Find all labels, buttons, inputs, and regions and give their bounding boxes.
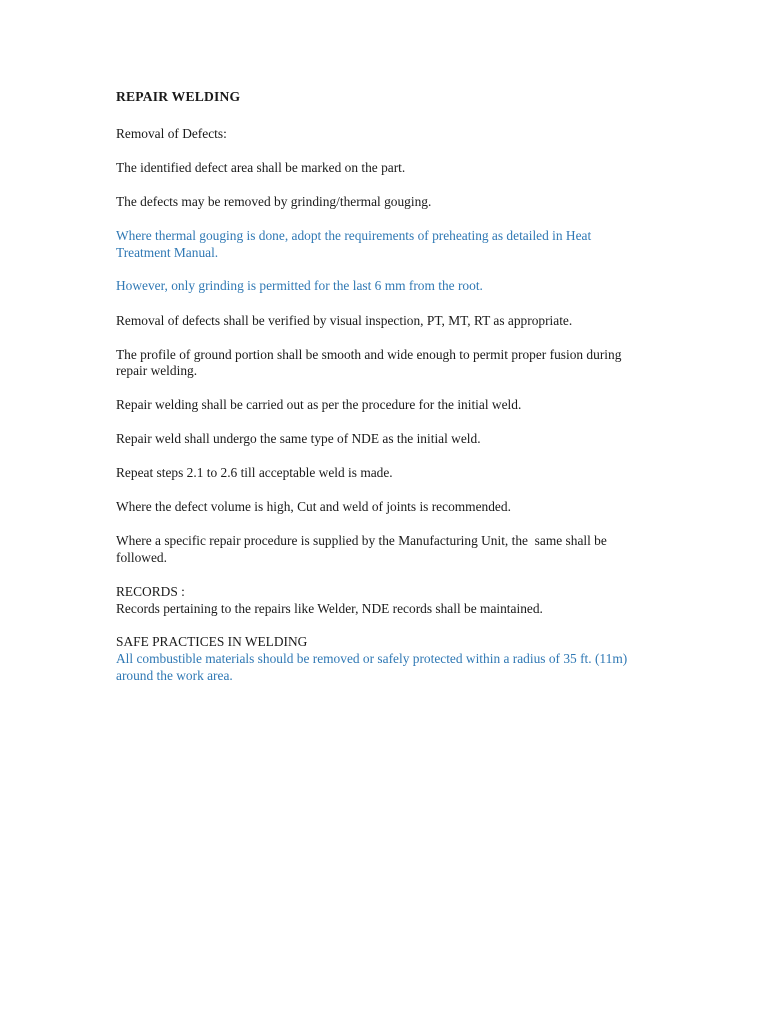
paragraph-profile-line-2: repair welding. [116,363,198,378]
paragraph-removal-of-defects: Removal of Defects: [116,126,227,141]
records-heading: RECORDS : [116,584,185,599]
paragraph-specific-procedure-line-2: followed. [116,550,167,565]
paragraph-nde: Repair weld shall undergo the same type of NDE as the initial weld. [116,431,481,446]
paragraph-verification: Removal of defects shall be verified by visual inspection, PT, MT, RT as appropriate. [116,313,573,328]
safe-practices-text-line-2: around the work area. [116,668,233,683]
page-title: REPAIR WELDING [116,89,241,104]
paragraph-specific-procedure-line-1: Where a specific repair procedure is supplied by the Manufacturing Unit, the same shall be [116,533,607,548]
paragraph-thermal-gouging-line-1: Where thermal gouging is done, adopt the requirements of preheating as detailed in Heat [116,228,592,243]
records-text: Records pertaining to the repairs like Welder, NDE records shall be maintained. [116,601,543,616]
paragraph-grinding: The defects may be removed by grinding/thermal gouging. [116,194,432,209]
paragraph-profile-line-1: The profile of ground portion shall be smooth and wide enough to permit proper fusion during [116,347,622,362]
paragraph-procedure: Repair welding shall be carried out as per the procedure for the initial weld. [116,397,522,412]
safe-practices-text-line-1: All combustible materials should be removed or safely protected within a radius of 35 ft. (11m) [116,651,628,666]
paragraph-only-grinding: However, only grinding is permitted for the last 6 mm from the root. [116,278,483,293]
paragraph-thermal-gouging-line-2: Treatment Manual. [116,245,219,260]
safe-practices-heading: SAFE PRACTICES IN WELDING [116,634,308,649]
paragraph-repeat-steps: Repeat steps 2.1 to 2.6 till acceptable weld is made. [116,465,393,480]
paragraph-identified-defect: The identified defect area shall be marked on the part. [116,160,406,175]
paragraph-defect-volume: Where the defect volume is high, Cut and weld of joints is recommended. [116,499,511,514]
